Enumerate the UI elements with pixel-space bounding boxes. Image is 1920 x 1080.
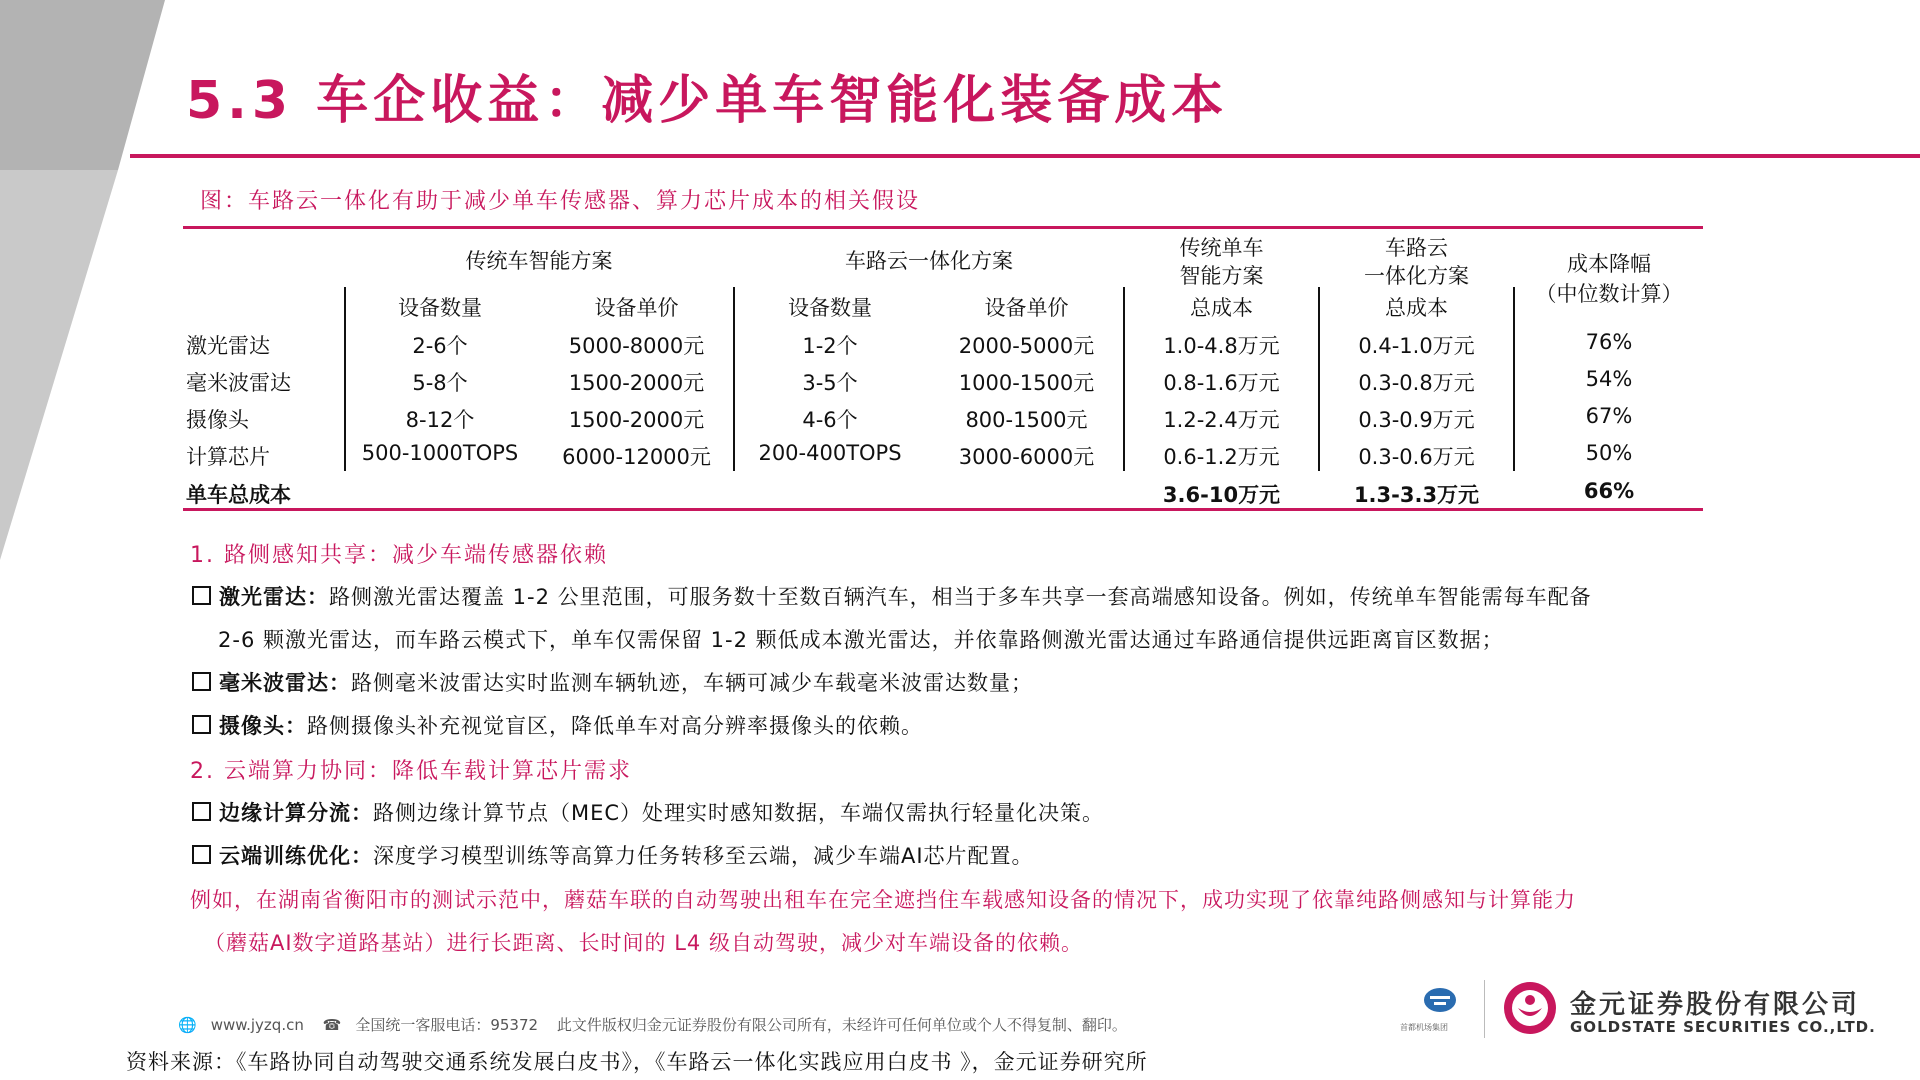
table-cell: 6000-12000元 [562,445,711,469]
page-title: 5.3 车企收益：减少单车智能化装备成本 [186,71,1229,131]
table-cell: 54% [1585,367,1633,391]
example-line-1: 例如，在湖南省衡阳市的测试示范中，蘑菇车联的自动驾驶出租车在完全遮挡住车载感知设备的情况下，成功实现了依靠纯路侧感知与计算能力 [190,888,1576,912]
bullet-item [192,710,923,740]
checkbox-icon [192,672,211,691]
table-cell: 1000-1500元 [958,371,1095,395]
bullet-item [192,667,1033,697]
subheader: 设备单价 [594,296,679,320]
subheader: 设备数量 [398,296,482,320]
bullet-label: 边缘计算分流： [219,801,373,825]
table-cell: 0.3-0.8万元 [1358,371,1475,395]
table-cell: 2-6个 [412,334,468,358]
header-int-total-3: 总成本 [1385,296,1448,320]
total-reduction: 66% [1583,479,1635,503]
table-cell: 200-400TOPS [758,441,902,465]
table-cell: 67% [1585,404,1633,428]
table-cell: 0.3-0.9万元 [1358,408,1475,432]
table-cell: 1500-2000元 [568,371,705,395]
header-trad-total-2: 智能方案 [1179,264,1264,288]
checkbox-icon [192,802,211,821]
table-cell: 76% [1585,330,1633,354]
table-cell: 1500-2000元 [568,408,705,432]
header-trad-total-1: 传统单车 [1179,236,1264,260]
airport-logo-icon [1410,982,1470,1022]
table-cell: 2000-5000元 [958,334,1095,358]
section2-heading: 2. 云端算力协同：降低车载计算芯片需求 [190,759,632,784]
row-label: 摄像头 [186,408,249,432]
footer-bar [178,1014,1141,1035]
table-cell: 1.0-4.8万元 [1163,334,1280,358]
table-cell: 5000-8000元 [568,334,705,358]
bullet-text: 路侧毫米波雷达实时监测车辆轨迹，车辆可减少车载毫米波雷达数量； [351,671,1033,695]
bullet-item [192,581,1592,611]
phone-icon: ☎ [322,1016,342,1034]
header-reduction-1: 成本降幅 [1567,252,1651,276]
globe-icon: 🌐 [178,1016,197,1034]
header-int-total-2: 一体化方案 [1364,264,1469,288]
table-cell: 1-2个 [802,334,858,358]
table-cell: 0.8-1.6万元 [1163,371,1280,395]
logo-divider [1484,980,1485,1038]
table-cell: 500-1000TOPS [361,441,519,465]
bullet-text: 深度学习模型训练等高算力任务转移至云端，减少车端AI芯片配置。 [373,844,1034,868]
table-cell: 800-1500元 [965,408,1088,432]
total-trad: 3.6-10万元 [1162,483,1281,507]
total-int: 1.3-3.3万元 [1353,483,1480,507]
section1-heading: 1. 路侧感知共享：减少车端传感器依赖 [190,543,608,568]
bullet-label: 摄像头： [219,714,307,738]
checkbox-icon [192,586,211,605]
footer-website[interactable]: www.jyzq.cn [210,1016,304,1034]
goldstate-logo-icon [1500,978,1560,1038]
figure-caption: 图：车路云一体化有助于减少单车传感器、算力芯片成本的相关假设 [200,189,921,214]
bullet-label: 激光雷达： [219,585,329,609]
table-cell: 1.2-2.4万元 [1163,408,1280,432]
table-cell: 50% [1585,441,1633,465]
table-cell: 3000-6000元 [958,445,1095,469]
footer-copyright: 此文件版权归金元证券股份有限公司所有，未经许可任何单位或个人不得复制、翻印。 [556,1016,1127,1034]
subheader: 设备数量 [788,296,872,320]
header-reduction-2: （中位数计算） [1535,282,1683,306]
subheader: 设备单价 [984,296,1069,320]
header-integrated: 车路云一体化方案 [845,249,1013,273]
total-row-label: 单车总成本 [186,483,291,507]
company-name-en: GOLDSTATE SECURITIES CO.,LTD. [1570,1018,1876,1036]
bullet-continuation: 2-6 颗激光雷达，而车路云模式下，单车仅需保留 1-2 颗低成本激光雷达，并依靠路侧激光雷达通过车路通信提供远距离盲区数据； [218,628,1504,652]
table-cell: 0.4-1.0万元 [1358,334,1475,358]
logo-area [1400,980,1880,1040]
company-name-cn: 金元证券股份有限公司 [1570,990,1861,1020]
bullet-text: 路侧摄像头补充视觉盲区，降低单车对高分辨率摄像头的依赖。 [307,714,923,738]
table-cell: 4-6个 [802,408,858,432]
bullet-item [192,797,1104,827]
table-cell: 5-8个 [412,371,468,395]
bullet-item [192,840,1034,870]
title-divider [130,154,1920,158]
source-note: 资料来源：《车路协同自动驾驶交通系统发展白皮书》，《车路云一体化实践应用白皮书 》，金元证券研究所 [126,1050,1148,1074]
row-label: 激光雷达 [186,334,270,358]
row-label: 计算芯片 [186,445,270,469]
table-cell: 8-12个 [405,408,475,432]
row-label: 毫米波雷达 [186,371,291,395]
table-top-rule [183,226,1703,229]
table-cell: 0.6-1.2万元 [1163,445,1280,469]
airport-name: 首都机场集团 [1400,1023,1448,1032]
example-line-2: （蘑菇AI数字道路基站）进行长距离、长时间的 L4 级自动驾驶，减少对车端设备的依赖。 [204,931,1083,955]
header-int-total-1: 车路云 [1385,236,1448,260]
checkbox-icon [192,845,211,864]
bullet-label: 毫米波雷达： [219,671,351,695]
checkbox-icon [192,715,211,734]
bullet-text: 路侧边缘计算节点（MEC）处理实时感知数据，车端仅需执行轻量化决策。 [373,801,1105,825]
header-trad-total-3: 总成本 [1190,296,1253,320]
header-traditional: 传统车智能方案 [465,249,613,273]
bullet-label: 云端训练优化： [219,844,373,868]
bullet-text: 路侧激光雷达覆盖 1-2 公里范围，可服务数十至数百辆汽车，相当于多车共享一套高端感知设备。例如，传统单车智能需每车配备 [329,585,1592,609]
table-cell: 3-5个 [802,371,858,395]
footer-hotline: 全国统一客服电话：95372 [355,1016,539,1034]
table-cell: 0.3-0.6万元 [1358,445,1475,469]
